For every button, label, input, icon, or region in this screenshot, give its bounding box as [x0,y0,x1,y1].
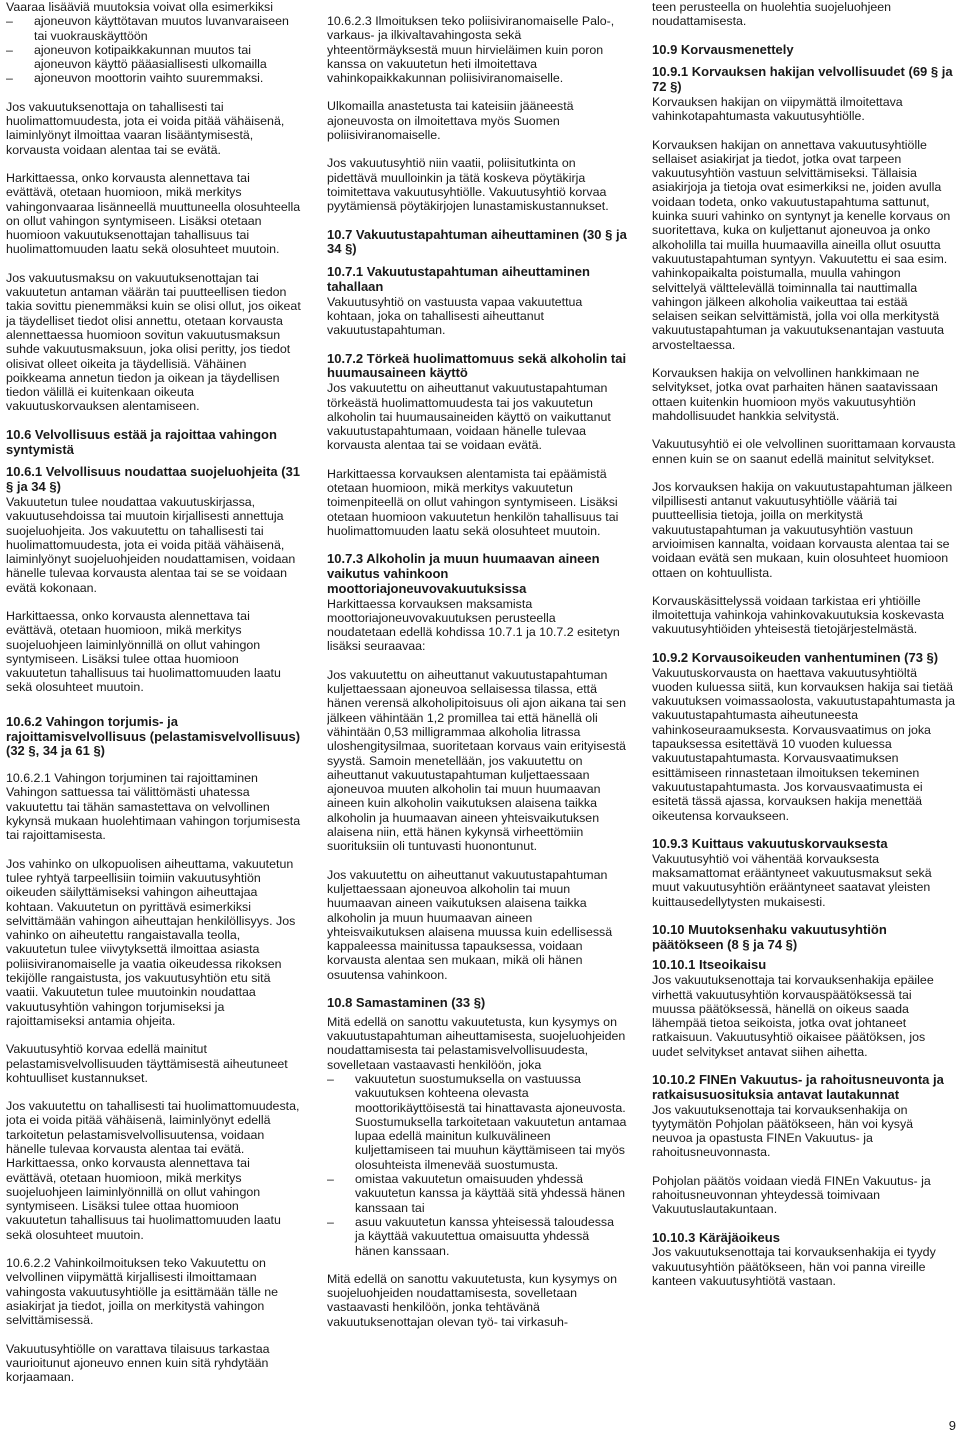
paragraph: Korvauskäsittelyssä voidaan tarkistaa eri yhtiöille ilmoitettuja vahinkoja vahinkovakuutuksia koskevasta vakuutusyhtiöiden yhteisestä tietojärjestelmästä. [652,593,945,637]
paragraph: Vakuutusyhtiö ei ole velvollinen suorittamaan korvausta ennen kuin se on saanut edellä mainitut selvitykset. [652,437,956,466]
subsection-heading: 10.6.1 Velvollisuus noudattaa suojeluohjeita (31 § ja 34 §) [6,464,301,495]
list-item [327,1215,627,1258]
section [652,65,956,123]
paragraph: Pohjolan päätös voidaan viedä FINEn Vakuutus- ja rahoitusneuvonnan yhteydessä toimivaan Vakuutuslautakuntaan. [652,1173,931,1217]
section [652,651,956,823]
paragraph: Jos vakuutuksenottaja tai korvauksenhakija epäilee virhettä vakuutusyhtiön korvauspäätöksessä tai muussa päätöksessä, hänellä on oikeus saada lähempää tietoa seikoista, jotka ovat johtaneet ratkaisuun. Vakuutusyhtiö oikaisee päätöksen, jos uudet selvitykset antavat siihen aihetta. [652,973,934,1059]
section [652,1073,956,1160]
subsection-heading: 10.9.3 Kuittaus vakuutuskorvauksesta [652,835,888,851]
list-item [6,43,302,72]
list-item-text: ajoneuvon moottorin vaihto suuremmaksi. [34,71,264,86]
dash-marker: – [6,14,13,29]
paragraph: Jos vakuutettu on aiheuttanut vakuutustapahtuman kuljettaessaan ajoneuvoa sellaisessa tilassa, että hänen verensä alkoholipitoisuus oli ajon aikana tai sen jälkeen vähintään 1,2 promillea tai että hänellä oli vähintään 0,53 milligrammaa alkoholia litrassa uloshengitysilmaa, suoritetaan korvaus vain erityisestä syystä. Samoin menetellään, jos vakuutettu on aiheuttanut vakuutustapahtuman kuljettaessaan ajoneuvoa muuten alkoholin tai muun huumaavan aineen kuin alkoholin vaikutuksen alaisena taikka alkoholin ja huumaavan aineen yhteisvaikutuksen alaisena niin, että hänen kykynsä virheettömiin suorituksiin oli tuntuvasti huonontunut. [327,667,626,854]
section [327,996,627,1072]
paragraph: Vakuutusyhtiö on vastuusta vapaa vakuutettua kohtaan, joka on tahallisesti aiheuttanut vakuutustapahtuman. [327,294,583,338]
paragraph: Korvauksen hakijan on viipymättä ilmoitettava vahinkotapahtumasta vakuutusyhtiölle. [652,94,903,124]
paragraph: Harkittaessa korvauksen alentamista tai epäämistä otetaan huomioon, mikä merkitys vakuutetun toimenpiteellä on ollut vahingon syntymiseen. Lisäksi otetaan huomioon vakuutetun henkilön tahallisuus tai huolimattomuuden laatu sekä olosuhteet muutoin. [327,466,619,538]
paragraph: 10.6.2.1 Vahingon torjuminen tai rajoittaminen Vahingon sattuessa tai välittömästi uhatessa vakuutettu tai tähän samastettava on velvollinen kykynsä mukaan huolehtimaan vahingon torjumisesta tai rajoittamisesta. [6,771,301,843]
dash-marker: – [6,71,13,86]
paragraph: teen perusteella on huolehtia suojeluohjeen noudattamisesta. [652,0,892,29]
paragraph: 10.6.2.2 Vahinkoilmoituksen teko Vakuutettu on velvollinen viipymättä kirjallisesti ilmoittamaan vahingosta vakuutusyhtiölle ja esittämään tälle ne asiakirjat ja tiedot, joilla on merkitystä vahingon selvittämisessä. [6,1256,279,1328]
paragraph: Korvauksen hakija on velvollinen hankkimaan ne selvitykset, jotka ovat parhaiten hänen saatavissaan ottaen kuitenkin huomioon myös vakuutusyhtiön mahdollisuudet hankkia selvitystä. [652,366,938,423]
paragraph: Vakuutusyhtiö korvaa edellä mainitut pelastamisvelvollisuuden täyttämisestä aiheutuneet kohtuulliset kustannukset. [6,1042,288,1085]
paragraph: Korvauksen hakijan on annettava vakuutusyhtiölle sellaiset asiakirjat ja tiedot, jotka ovat tarpeen vakuutusyhtiön vastuun selvittämiseksi. Tällaisia asiakirjoja ja tietoja ovat esimerkiksi ne, joiden avulla voidaan todeta, onko vakuutustapahtuma sattunut, kuinka suuri vahinko on syntynyt ja kenelle korvaus on suoritettava, kuka on kuljettanut ajoneuvoa ja onko alkoholilla tai muilla huumaavilla aineilla ollut osuutta vakuutustapahtuman syntyyn. Vakuutettu ei saa esim. vahinkopaikalta poistumalla, muulla vahingon selvittelyä välttelevällä toiminnalla tai nauttimalla vahingon jälkeen alkoholia vaikeuttaa tai estää selaisen seikan selvittämistä, jolla voi olla merkitystä vakuutustapahtuman ja vakuutuksenantajan vastuuta arvosteltaessa. [652,137,951,352]
dash-marker: – [327,1172,334,1187]
section [327,352,627,453]
page-number: 9 [948,1418,956,1433]
paragraph: Ulkomailla anastetusta tai kateisiin jääneestä ajoneuvosta on ilmoitettava myös Suomen poliisiviranomaiselle. [327,99,574,143]
paragraph: Vakuutuskorvausta on haettava vakuutusyhtiöltä vuoden kuluessa siitä, kun korvauksen hakija sai tietää vakuutuksen voimassaolosta, vakuutustapahtumasta ja vakuutustapahtumasta aiheutuneesta vahinkoseuraamuksesta. Korvausvaatimus on joka tapauksessa esitettävä 10 vuoden kuluessa vakuutustapahtumasta. Korvausvaatimuksen esittämiseen rinnastetaan ilmoituksen tekeminen vakuutustapahtumasta. Jos korvausvaatimusta ei esitetä tässä ajassa, korvauksen hakija menettää oikeutensa korvaukseen. [652,665,956,823]
paragraph: Jos vakuutettu on tahallisesti tai huolimattomuudesta, jota ei voida pitää vähäisenä, laiminlyönyt edellä tarkoitetun pelastamisvelvollisuutensa, voidaan hänelle tulevaa korvausta alentaa tai evätä. Harkittaessa, onko korvausta alennettava tai evättävä, otetaan huomioon, mikä merkitys suojeluohjeen laiminlyönnillä on ollut vahingon syntymiseen. Lisäksi tulee ottaa huomioon vakuutetun tahallisuus tai huolimattomuuden laatu sekä olosuhteet muutoin. [6,1099,300,1242]
paragraph: Harkittaessa korvauksen maksamista moottoriajoneuvovakuutuksen perusteella noudatetaan edellä kohdissa 10.7.1 ja 10.7.2 esitetyn lisäksi seuraavaa: [327,596,620,654]
subsection-heading: 10.10.3 Käräjäoikeus [652,1229,780,1245]
subsection-heading: 10.9.2 Korvausoikeuden vanhentuminen (73 §) [652,649,939,665]
list-item-text: asuu vakuutetun kanssa yhteisessä taloudessa ja käyttää vakuutettua omaisuutta yhdessä hänen kanssaan. [355,1214,614,1258]
section [652,1231,956,1289]
paragraph: Jos vakuutuksenottaja tai korvauksenhakija on tyytymätön Pohjolan päätökseen, hän voi kysyä neuvoa ja opastusta FINEn Vakuutus- ja rahoitusneuvonnasta. [652,1102,914,1160]
paragraph: Jos vakuutuksenottaja on tahallisesti tai huolimattomuudesta, jota ei voida pitää vähäisenä, laiminlyönyt ilmoittaa vaaran lisääntymisestä, korvausta voidaan alentaa tai se evätä. [6,99,285,157]
paragraph: Harkittaessa, onko korvausta alennettava tai evättävä, otetaan huomioon, mikä merkitys vahingonvaaraa lisänneellä muuttuneella olosuhteella on ollut vahingon syntymiseen. Lisäksi otetaan huomioon vakuutuksenottajan tahallisuus tai huolimattomuuden laatu sekä olosuhteet muutoin. [6,170,301,257]
paragraph: Jos korvauksen hakija on vakuutustapahtuman jälkeen vilpillisesti antanut vakuutusyhtiölle vääriä tai puutteellisia tietoja, joilla on merkitystä vakuutustapahtuman ja vakuutusyhtiön vastuun arvioimisen kannalta, voidaan korvausta alentaa tai se voidaan evätä sen mukaan, kuin olosuhteet huomioon ottaen on kohtuullista. [652,479,953,580]
section [652,837,956,909]
dash-marker: – [327,1214,334,1229]
paragraph: Jos vahinko on ulkopuolisen aiheuttama, vakuutetun tulee ryhtyä tarpeellisiin toimiin vakuutusyhtiön oikeuden säilyttämiseksi vahingon aiheuttajaa kohtaan. Vakuutetun on pyrittävä esimerkiksi selvittämään vahingon aiheuttajan henkilöllisyys. Jos vahinko on aiheutettu rangaistavalla teolla, vakuutetun tulee viivytyksettä ilmoittaa asiasta poliisiviranomaiselle ja vaatia oikeudessa rikoksen tekijölle rangaistusta, jos vakuutusyhtiön etu sitä vaatii. Vakuutetun tulee muutoinkin noudattaa vakuutusyhtiön vahingon torjumiseksi ja rajoittamiseksi antamia ohjeita. [6,856,296,1028]
paragraph: Jos vakuutettu on aiheuttanut vakuutustapahtuman kuljettaessaan ajoneuvoa alkoholin tai muun huumaavan aineen vaikutuksen alaisena taikka alkoholin ja muun huumaavan aineen yhteisvaikutuksen alaisena muussa kuin edellisessä kappaleessa mainitussa tapauksessa, voidaan korvausta alentaa sen mukaan, mikä oli hänen osuutensa vahinkoon. [327,867,613,982]
list-item [6,71,302,85]
subsection-heading: 10.10.1 Itseoikaisu [652,957,767,973]
section [6,465,302,595]
column-right [652,0,956,1438]
paragraph: Vakuutusyhtiö voi vähentää korvauksesta maksamattomat erääntyneet vakuutusmaksut sekä muut vakuutusyhtiön erääntyneet saatavat yleisten kuittausedellytysten mukaisesti. [652,851,932,909]
paragraph: Mitä edellä on sanottu vakuutetusta, kun kysymys on suojeluohjeiden noudattamisesta, sovelletaan vastaavasti henkilöön, jonka tehtävänä vakuutuksenottajan olevan työ- tai virkasuh- [327,1271,617,1329]
list-item-text: ajoneuvon käyttötavan muutos luvanvaraiseen tai vuokrauskäyttöön [34,14,289,43]
list-item [327,1172,627,1215]
section-heading: 10.10 Muutoksenhaku vakuutusyhtiön päätökseen (8 § ja 74 §) [652,921,887,952]
list-item [6,14,302,43]
paragraph: Vaaraa lisääviä muutoksia voivat olla esimerkiksi [6,0,273,14]
paragraph: Jos vakuutettu on aiheuttanut vakuutustapahtuman törkeästä huolimattomuudesta tai jos vakuutetun alkoholin tai huumausaineiden käyttö on vaikuttanut vakuutustapahtumaan, voidaan hänelle tulevaa korvausta alentaa tai se voidaan evätä. [327,381,611,453]
dash-marker: – [6,42,13,57]
section-heading: 10.8 Samastaminen (33 §) [327,995,486,1011]
section [652,958,956,1059]
subsection-heading: 10.7.1 Vakuutustapahtuman aiheuttaminen tahallaan [327,264,590,294]
subsection-heading: 10.6.2 Vahingon torjumis- ja rajoittamisvelvollisuus (pelastamisvelvollisuus) (32 §, 34 ja 61 §) [6,713,301,759]
list-item-text: ajoneuvon kotipaikkakunnan muutos tai ajoneuvon käyttö pääasiallisesti ulkomailla [34,42,267,72]
paragraph: 10.6.2.3 Ilmoituksen teko poliisiviranomaiselle Palo-, varkaus- ja ilkivaltavahingosta sekä yhteentörmäyksestä muun hirvieläimen kuin poron kanssa on vakuutetun heti ilmoitettava vahinkopaikkakunnan poliisiviranomaiselle. [327,14,615,86]
paragraph: Harkittaessa, onko korvausta alennettava tai evättävä, otetaan huomioon, mikä merkitys suojeluohjeen laiminlyönnillä on ollut vahingon syntymiseen. Lisäksi tulee ottaa huomioon vakuutetun tahallisuus tai huolimattomuuden laatu sekä olosuhteet muutoin. [6,608,281,695]
column-left [6,0,302,1438]
paragraph: Vakuutetun tulee noudattaa vakuutuskirjassa, vakuutusehdoissa tai muutoin kirjallisesti annettuja suojeluohjeita. Jos vakuutettu on tahallisesti tai huolimattomuudesta, jota ei voida pitää vähäisenä, laiminlyönyt suojeluohjeiden noudattamisen, voidaan hänelle tulevaa korvausta alentaa tai se se voidaan evätä kokonaan. [6,494,296,595]
subsection-heading: 10.7.2 Törkeä huolimattomuus sekä alkoholin tai huumausaineen käyttö [327,350,627,381]
dash-list [327,1072,627,1258]
list-item-text: omistaa vakuutetun omaisuuden yhdessä vakuutetun kanssa ja käyttää sitä yhdessä hänen kanssaan tai [355,1172,626,1215]
dash-list [6,14,302,85]
section-heading: 10.9 Korvausmenettely [652,41,794,57]
section-heading: 10.6 Velvollisuus estää ja rajoittaa vahingon syntymistä [6,426,277,457]
paragraph: Jos vakuutusmaksu on vakuutuksenottajan tai vakuutetun antaman väärän tai puutteellisen tiedon takia sovittu pienemmäksi kuin se olisi ollut, jos oikeat ja täydelliset tiedot olisi annettu, otetaan korvausta alennettaessa huomioon sovitun vakuutusmaksun suhde vakuutusmaksuun, joka olisi peritty, jos tiedot olisivat olleet oikeita ja täydellisiä. Vähäinen poikkeama annetun tiedon ja oikean ja täydellisen tiedon välillä ei kuitenkaan oikeuta vakuutuskorvauksen alentamiseen. [6,270,301,414]
paragraph: Jos vakuutuksenottaja tai korvauksenhakija ei tyydy vakuutusyhtiön päätökseen, hän voi panna vireille kanteen vakuutusyhtiötä vastaan. [652,1245,936,1289]
dash-marker: – [327,1072,334,1086]
subsection-heading: 10.9.1 Korvauksen hakijan velvollisuudet (69 § ja 72 §) [652,64,953,95]
list-item-text: vakuutetun suostumuksella on vastuussa vakuutuksen kohteena olevasta moottorikäyttöisestä tai hinattavasta ajoneuvosta. Suostumuksella tarkoitetaan vakuutetun antamaa lupaa edellä mainitun kulkuvälineen kuljettamiseen tai muuhun käyttämiseen tai myös olosuhteista ilmenevää suostumusta. [355,1072,627,1172]
list-item [327,1072,627,1172]
column-middle [327,0,627,1438]
subsection-heading: 10.10.2 FINEn Vakuutus- ja rahoitusneuvonta ja ratkaisusuosituksia antavat lautakunnat [652,1072,944,1102]
section [327,552,627,654]
paragraph: Jos vakuutusyhtiö niin vaatii, poliisitutkinta on pidettävä muulloinkin ja tätä koskeva pöytäkirja toimitettava vakuutusyhtiölle. Vakuutusyhtiö korvaa pyytämiensä pöytäkirjojen lunastamiskustannukset. [327,156,609,214]
paragraph: Vakuutusyhtiölle on varattava tilaisuus tarkastaa vaurioitunut ajoneuvo ennen kuin sitä ryhdytään korjaamaan. [6,1341,270,1385]
section [327,265,627,337]
section-heading: 10.7 Vakuutustapahtuman aiheuttaminen (30 § ja 34 §) [327,226,627,257]
subsection-heading: 10.7.3 Alkoholin ja muun huumaavan aineen vaikutus vahinkoon moottoriajoneuvovakuutuksissa [327,551,600,596]
document-page [6,0,956,1438]
paragraph: Mitä edellä on sanottu vakuutetusta, kun kysymys on vakuutustapahtuman aiheuttamisesta, suojeluohjeiden noudattamisesta tai pelastamisvelvollisuudesta, sovelletaan vastaavasti henkilöön, joka [327,1014,626,1072]
